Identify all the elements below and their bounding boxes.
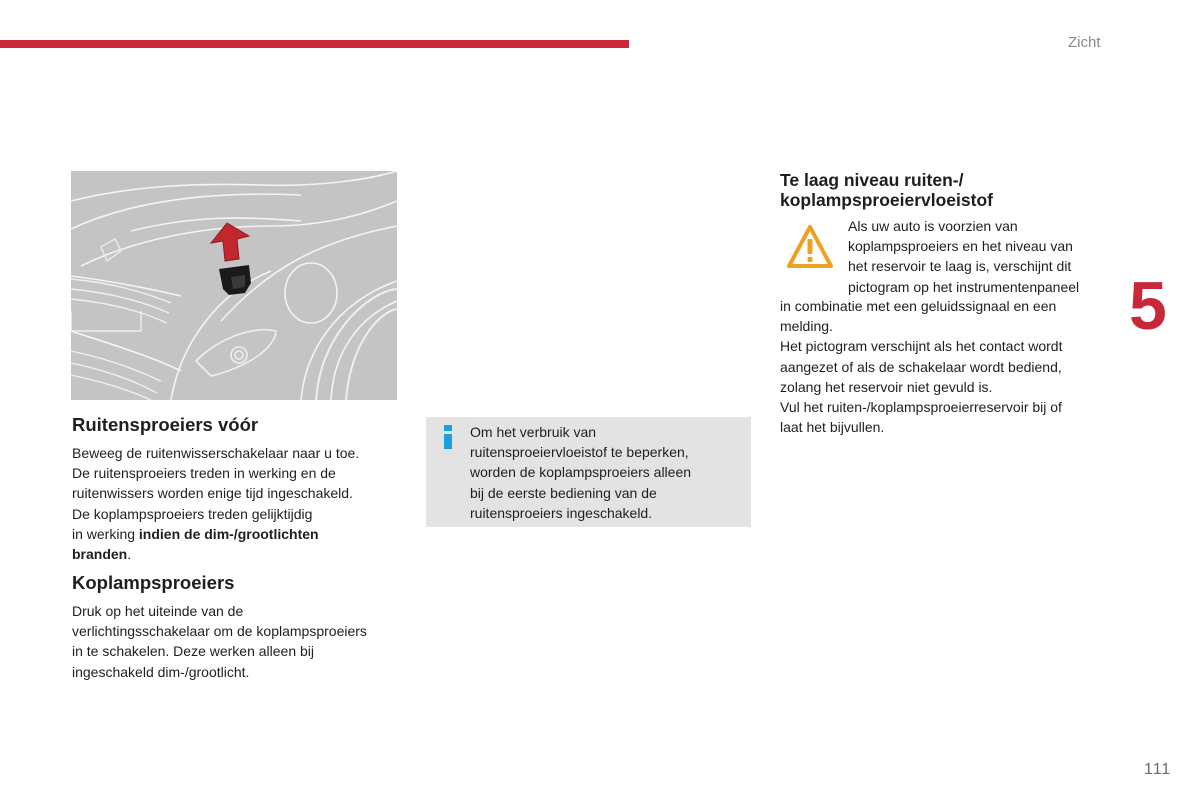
text-line: De ruitensproeiers treden in werking en de: [72, 465, 336, 482]
text-line: ruitensproeiers ingeschakeld.: [470, 504, 653, 521]
info-icon: [442, 425, 454, 449]
text-line: worden de koplampsproeiers alleen: [470, 464, 692, 481]
text-line: melding.: [780, 318, 833, 335]
text-line: pictogram op het instrumentenpaneel: [848, 278, 1080, 295]
text-line: Het pictogram verschijnt als het contact wordt: [780, 338, 1063, 355]
text-line: ruitenwissers worden enige tijd ingeschakeld.: [72, 485, 353, 502]
info-box: [426, 417, 751, 527]
text-line: zolang het reservoir niet gevuld is.: [780, 378, 993, 395]
text-emphasis: indien de dim-/grootlichten: [138, 525, 319, 542]
text-line: laat het bijvullen.: [780, 419, 885, 436]
text-line: bij de eerste bediening van de: [470, 484, 657, 501]
heading-line: Te laag niveau ruiten-/: [780, 170, 964, 190]
heading-line: koplampsproeiervloeistof: [780, 190, 993, 210]
text-line: .: [127, 546, 132, 563]
heading-te-laag-niveau: [780, 170, 1110, 210]
text-line: het reservoir te laag is, verschijnt dit: [848, 258, 1072, 275]
text-line: ingeschakeld dim-/grootlicht.: [72, 663, 250, 680]
text-line: aangezet of als de schakelaar wordt bediend,: [780, 358, 1062, 375]
text-line: De koplampsproeiers treden gelijktijdig: [72, 505, 313, 522]
text-line: Als uw auto is voorzien van: [848, 218, 1018, 234]
heading-koplampsproeiers: Koplampsproeiers: [72, 572, 235, 593]
car-illustration: [71, 171, 397, 400]
text-line: Vul het ruiten-/koplampsproeierreservoir bij of: [780, 399, 1062, 416]
text-line: in combinatie met een geluidssignaal en een: [780, 298, 1057, 314]
warning-triangle-icon: [786, 224, 834, 270]
section-title: Zicht: [1068, 34, 1101, 51]
info-text: [470, 422, 740, 523]
warning-text-continued: [780, 296, 1110, 437]
text-line: in te schakelen. Deze werken alleen bij: [72, 643, 315, 660]
text-line: verlichtingsschakelaar om de koplampsproeiers: [72, 623, 367, 640]
text-koplampsproeiers: [72, 601, 402, 682]
page-number: 111: [1144, 761, 1172, 778]
header-accent-bar: [0, 40, 629, 48]
text-ruitensproeiers: [72, 443, 402, 564]
chapter-number: 5: [1129, 268, 1167, 344]
text-line: Druk op het uiteinde van de: [72, 603, 244, 619]
text-line: koplampsproeiers en het niveau van: [848, 238, 1073, 255]
text-line: ruitensproeiervloeistof te beperken,: [470, 444, 689, 461]
car-front-drawing: [71, 171, 397, 400]
text-line: in werking: [72, 525, 139, 542]
text-line: Beweeg de ruitenwisserschakelaar naar u toe.: [72, 445, 360, 461]
heading-ruitensproeiers: Ruitensproeiers vóór: [72, 414, 259, 435]
text-emphasis: branden: [72, 546, 128, 563]
text-line: Om het verbruik van: [470, 424, 597, 440]
warning-text: [848, 216, 1108, 297]
